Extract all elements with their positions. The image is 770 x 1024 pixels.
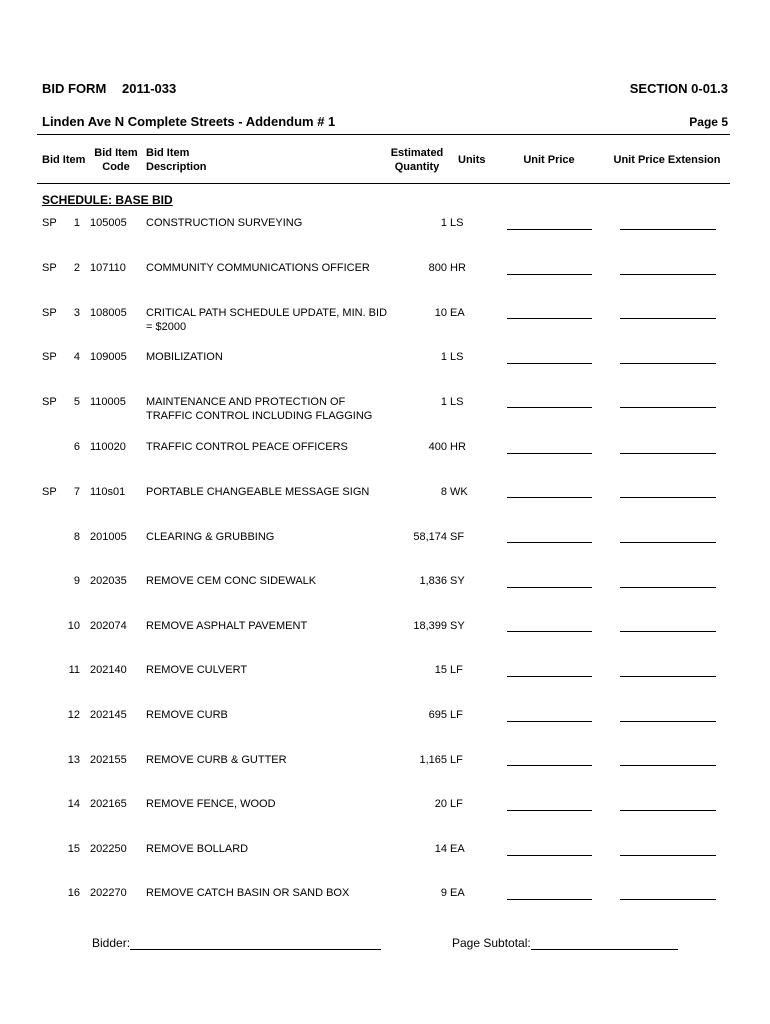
row-sp: SP [42,486,57,498]
page-subtotal-field[interactable] [531,949,678,950]
unit-price-blank[interactable] [507,810,592,811]
unit-price-blank[interactable] [507,855,592,856]
unit-price-blank[interactable] [507,407,592,408]
extension-blank[interactable] [620,721,716,722]
row-quantity: 10 [434,307,447,319]
col-qty-2: Quantity [394,161,440,173]
extension-blank[interactable] [620,899,716,900]
row-description-cont: = $2000 [146,321,187,333]
row-unit: EA [450,887,465,899]
row-description: CONSTRUCTION SURVEYING [146,217,303,229]
col-desc-1: Bid Item [146,147,190,159]
row-description: REMOVE CURB [146,709,228,721]
unit-price-blank[interactable] [507,765,592,766]
row-description: CRITICAL PATH SCHEDULE UPDATE, MIN. BID [146,307,388,319]
col-bid-item: Bid Item [42,154,86,166]
row-code: 202270 [90,887,127,899]
page-subtotal-label: Page Subtotal: [452,936,531,950]
extension-blank[interactable] [620,363,716,364]
row-code: 110020 [90,441,126,453]
row-quantity: 1 [440,217,447,229]
extension-blank[interactable] [620,274,716,275]
row-unit: LS [450,396,464,408]
extension-blank[interactable] [620,765,716,766]
page-number: Page 5 [689,115,728,129]
unit-price-blank[interactable] [507,631,592,632]
row-description: REMOVE CEM CONC SIDEWALK [146,575,317,587]
row-code: 105005 [90,217,127,229]
row-code: 109005 [90,351,127,363]
row-quantity: 1 [440,351,447,363]
row-number: 12 [67,709,80,721]
row-sp: SP [42,262,57,274]
row-code: 108005 [90,307,127,319]
extension-blank[interactable] [620,855,716,856]
row-description: COMMUNITY COMMUNICATIONS OFFICER [146,262,370,274]
col-unit-price: Unit Price [523,154,575,166]
unit-price-blank[interactable] [507,229,592,230]
row-description: CLEARING & GRUBBING [146,531,275,543]
row-quantity: 18,399 [413,620,447,632]
row-description: REMOVE CULVERT [146,664,248,676]
row-description-cont: TRAFFIC CONTROL INCLUDING FLAGGING [146,410,373,422]
row-quantity: 1,165 [419,754,447,766]
row-quantity: 8 [440,486,447,498]
row-code: 202074 [90,620,127,632]
unit-price-blank[interactable] [507,453,592,454]
unit-price-blank[interactable] [507,318,592,319]
row-unit: WK [450,486,468,498]
form-number: 2011-033 [122,81,177,96]
row-description: PORTABLE CHANGEABLE MESSAGE SIGN [146,486,370,498]
schedule-title: SCHEDULE: BASE BID [42,193,173,207]
row-number: 11 [68,664,80,676]
row-quantity: 14 [434,843,447,855]
row-unit: LF [450,754,463,766]
extension-blank[interactable] [620,676,716,677]
row-code: 201005 [90,531,127,543]
row-sp: SP [42,217,57,229]
row-sp: SP [42,351,57,363]
row-code: 202155 [90,754,127,766]
bidder-field[interactable] [130,949,381,950]
row-number: 2 [73,262,80,274]
extension-blank[interactable] [620,229,716,230]
bidder-label: Bidder: [92,936,131,950]
row-number: 3 [73,307,80,319]
extension-blank[interactable] [620,497,716,498]
unit-price-blank[interactable] [507,587,592,588]
row-number: 1 [73,217,80,229]
row-number: 16 [67,887,80,899]
unit-price-blank[interactable] [507,542,592,543]
extension-blank[interactable] [620,542,716,543]
row-number: 8 [73,531,80,543]
row-unit: HR [450,262,466,274]
extension-blank[interactable] [620,810,716,811]
row-description: MAINTENANCE AND PROTECTION OF [146,396,346,408]
col-desc-2: Description [146,161,207,173]
row-number: 15 [67,843,80,855]
row-number: 10 [67,620,80,632]
unit-price-blank[interactable] [507,676,592,677]
row-quantity: 20 [434,798,447,810]
row-quantity: 58,174 [413,531,447,543]
row-unit: LF [450,709,463,721]
row-description: REMOVE CURB & GUTTER [146,754,287,766]
row-number: 7 [73,486,80,498]
extension-blank[interactable] [620,407,716,408]
row-unit: LF [450,664,463,676]
row-unit: HR [450,441,466,453]
unit-price-blank[interactable] [507,721,592,722]
row-number: 4 [73,351,80,363]
unit-price-blank[interactable] [507,363,592,364]
row-code: 107110 [90,262,126,274]
col-extension: Unit Price Extension [613,154,721,166]
row-code: 202140 [90,664,127,676]
extension-blank[interactable] [620,453,716,454]
row-number: 5 [73,396,80,408]
row-quantity: 9 [440,887,447,899]
extension-blank[interactable] [620,318,716,319]
col-qty-1: Estimated [390,147,444,159]
section-number: SECTION 0-01.3 [629,81,728,96]
row-number: 13 [67,754,80,766]
row-code: 110s01 [90,486,126,498]
row-number: 9 [73,575,80,587]
row-unit: LF [450,798,463,810]
row-description: TRAFFIC CONTROL PEACE OFFICERS [146,441,348,453]
unit-price-blank[interactable] [507,899,592,900]
unit-price-blank[interactable] [507,497,592,498]
row-quantity: 1 [440,396,447,408]
row-code: 110005 [90,396,126,408]
row-description: REMOVE BOLLARD [146,843,249,855]
row-code: 202250 [90,843,127,855]
row-unit: EA [450,307,465,319]
row-description: REMOVE CATCH BASIN OR SAND BOX [146,887,350,899]
row-code: 202165 [90,798,127,810]
row-unit: EA [450,843,465,855]
row-quantity: 695 [428,709,447,721]
extension-blank[interactable] [620,631,716,632]
column-header-rule [37,183,730,184]
unit-price-blank[interactable] [507,274,592,275]
row-description: REMOVE ASPHALT PAVEMENT [146,620,308,632]
row-unit: SF [450,531,465,543]
row-unit: LS [450,217,464,229]
row-unit: SY [450,620,465,632]
row-description: REMOVE FENCE, WOOD [146,798,276,810]
row-sp: SP [42,307,57,319]
row-quantity: 15 [434,664,447,676]
col-code-1: Bid Item [94,147,138,159]
row-unit: LS [450,351,464,363]
row-quantity: 400 [428,441,447,453]
row-description: MOBILIZATION [146,351,223,363]
col-code-2: Code [102,161,130,173]
extension-blank[interactable] [620,587,716,588]
row-sp: SP [42,396,57,408]
row-code: 202035 [90,575,127,587]
col-units: Units [458,154,486,166]
row-number: 6 [73,441,80,453]
form-label: BID FORM [42,81,107,96]
row-quantity: 1,836 [419,575,447,587]
row-code: 202145 [90,709,127,721]
row-number: 14 [67,798,80,810]
row-unit: SY [450,575,465,587]
project-title: Linden Ave N Complete Streets - Addendum # 1 [42,114,336,129]
row-quantity: 800 [428,262,447,274]
header-rule [37,134,730,135]
